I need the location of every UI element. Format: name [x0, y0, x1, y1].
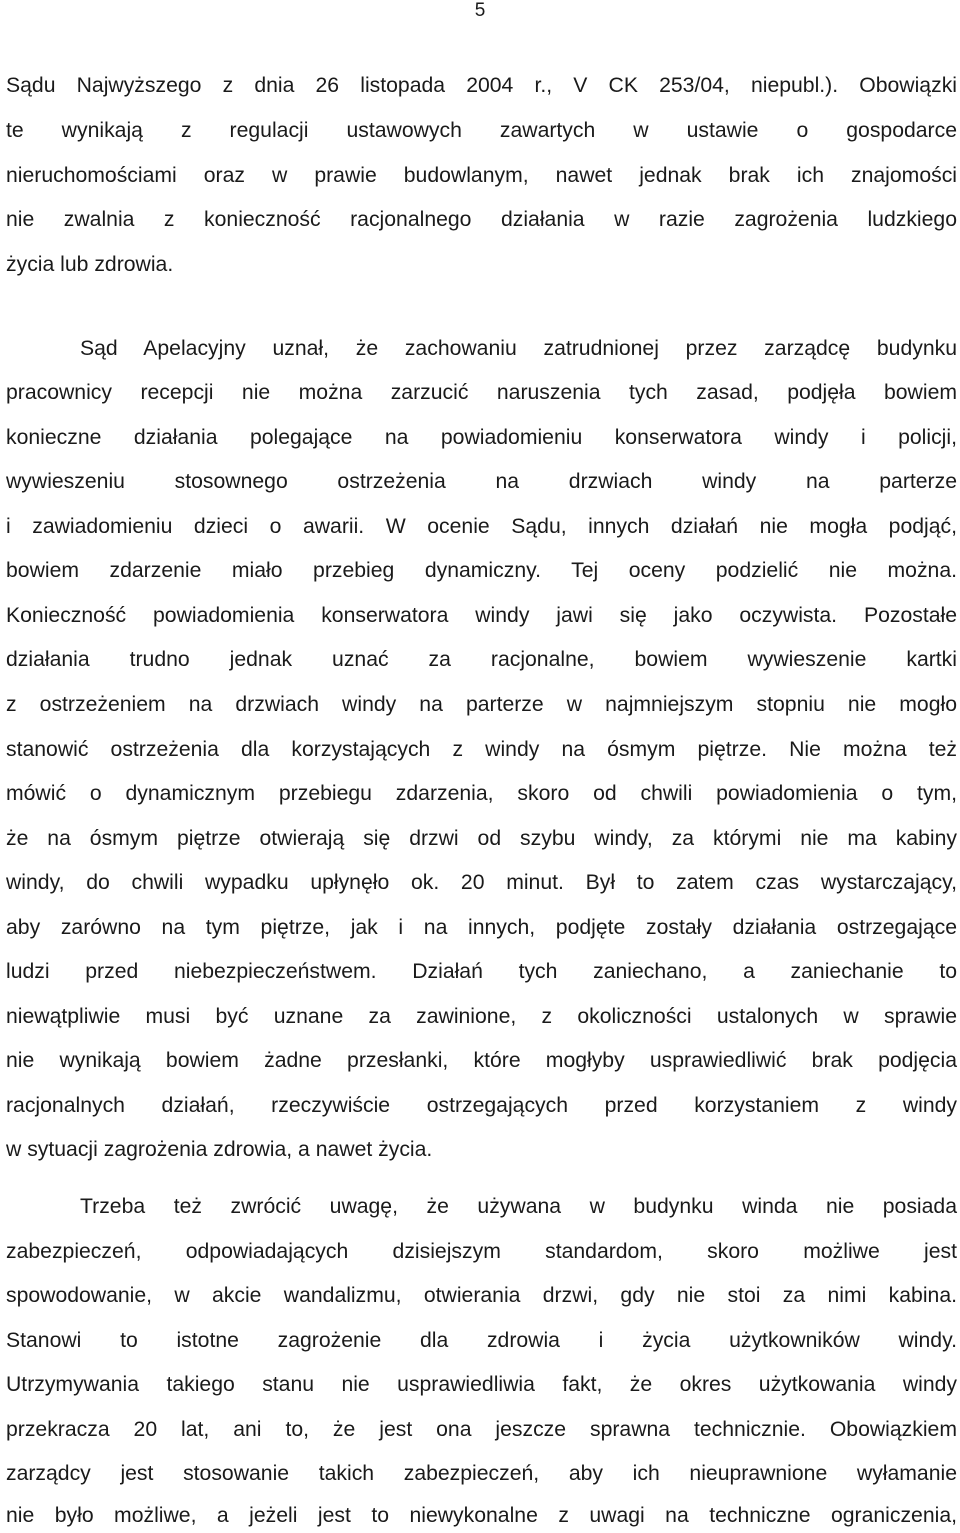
text-line: racjonalnych działań, rzeczywiście ostrzegających przed korzystaniem z windy — [6, 1094, 957, 1117]
text-line: Sąd Apelacyjny uznał, że zachowaniu zatrudnionej przez zarządcę budynku — [80, 337, 957, 360]
text-line: nie było możliwe, a jeżeli jest to niewykonalne z uwagi na techniczne ograniczenia, — [6, 1504, 957, 1527]
text-line: nieruchomościami oraz w prawie budowlanym, nawet jednak brak ich znajomości — [6, 164, 957, 187]
text-line: zarządcy jest stosowanie takich zabezpieczeń, aby ich nieuprawnione wyłamanie — [6, 1462, 957, 1485]
text-line: że na ósmym piętrze otwierają się drzwi od szybu windy, za którymi nie ma kabiny — [6, 827, 957, 850]
text-line: bowiem zdarzenie miało przebieg dynamiczny. Tej oceny podzielić nie można. — [6, 559, 957, 582]
text-line: i zawiadomieniu dzieci o awarii. W ocenie Sądu, innych działań nie mogła podjąć, — [6, 515, 957, 538]
text-line: spowodowanie, w akcie wandalizmu, otwierania drzwi, gdy nie stoi za nimi kabina. — [6, 1284, 957, 1307]
text-line: Sądu Najwyższego z dnia 26 listopada 2004 r., V CK 253/04, niepubl.). Obowiązki — [6, 74, 957, 97]
text-line: ludzi przed niebezpieczeństwem. Działań tych zaniechano, a zaniechanie to — [6, 960, 957, 983]
text-line: windy, do chwili wypadku upłynęło ok. 20 minut. Był to zatem czas wystarczający, — [6, 871, 957, 894]
text-line: w sytuacji zagrożenia zdrowia, a nawet życia. — [6, 1138, 433, 1161]
text-line: nie wynikają bowiem żadne przesłanki, które mogłyby usprawiedliwić brak podjęcia — [6, 1049, 957, 1072]
text-line: Konieczność powiadomienia konserwatora windy jawi się jako oczywista. Pozostałe — [6, 604, 957, 627]
text-line: mówić o dynamicznym przebiegu zdarzenia, skoro od chwili powiadomienia o tym, — [6, 782, 957, 805]
text-line: nie zwalnia z konieczność racjonalnego działania w razie zagrożenia ludzkiego — [6, 208, 957, 231]
text-line: stanowić ostrzeżenia dla korzystających z windy na ósmym piętrze. Nie można też — [6, 738, 957, 761]
text-line: przekracza 20 lat, ani to, że jest ona jeszcze sprawna technicznie. Obowiązkiem — [6, 1418, 957, 1441]
text-line: zabezpieczeń, odpowiadających dzisiejszym standardom, skoro możliwe jest — [6, 1240, 957, 1263]
text-line: pracownicy recepcji nie można zarzucić naruszenia tych zasad, podjęła bowiem — [6, 381, 957, 404]
text-line: niewątpliwie musi być uznane za zawinione, z okoliczności ustalonych w sprawie — [6, 1005, 957, 1028]
text-line: życia lub zdrowia. — [6, 253, 174, 276]
page-number: 5 — [474, 0, 486, 21]
text-line: konieczne działania polegające na powiadomieniu konserwatora windy i policji, — [6, 426, 957, 449]
text-line: wywieszeniu stosownego ostrzeżenia na drzwiach windy na parterze — [6, 470, 957, 493]
text-line: te wynikają z regulacji ustawowych zawartych w ustawie o gospodarce — [6, 119, 957, 142]
text-line: z ostrzeżeniem na drzwiach windy na parterze w najmniejszym stopniu nie mogło — [6, 693, 957, 716]
text-line: Stanowi to istotne zagrożenie dla zdrowia i życia użytkowników windy. — [6, 1329, 957, 1352]
text-line: Trzeba też zwrócić uwagę, że używana w budynku winda nie posiada — [80, 1195, 957, 1218]
text-line: działania trudno jednak uznać za racjonalne, bowiem wywieszenie kartki — [6, 648, 957, 671]
text-line: aby zarówno na tym piętrze, jak i na innych, podjęte zostały działania ostrzegające — [6, 916, 957, 939]
text-line: Utrzymywania takiego stanu nie usprawiedliwia fakt, że okres użytkowania windy — [6, 1373, 957, 1396]
